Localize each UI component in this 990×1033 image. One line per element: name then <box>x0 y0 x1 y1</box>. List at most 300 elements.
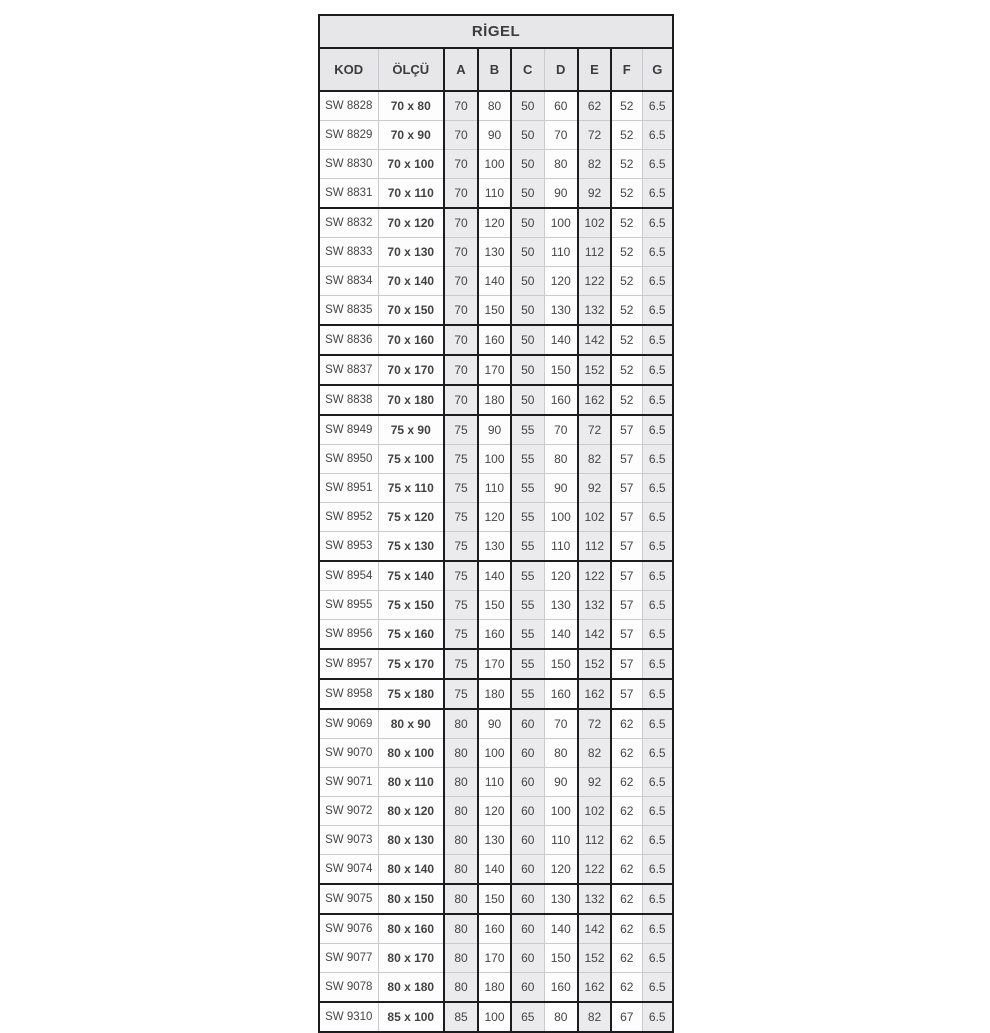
dim-b-cell: 130 <box>478 532 511 562</box>
dim-e-cell: 122 <box>578 267 611 296</box>
dim-e-cell: 162 <box>578 973 611 1003</box>
dim-e-cell: 82 <box>578 150 611 179</box>
dim-b-cell: 130 <box>478 826 511 855</box>
dim-g-cell: 6.5 <box>642 797 673 826</box>
dim-b-cell: 100 <box>478 739 511 768</box>
dim-f-cell: 62 <box>611 855 642 885</box>
dim-f-cell: 57 <box>611 532 642 562</box>
olcu-cell: 75 x 180 <box>378 679 444 709</box>
dim-f-cell: 52 <box>611 91 642 121</box>
dim-c-cell: 55 <box>511 532 544 562</box>
kod-cell: SW 8828 <box>319 91 378 121</box>
olcu-cell: 80 x 170 <box>378 944 444 973</box>
dim-b-cell: 80 <box>478 91 511 121</box>
dim-a-cell: 75 <box>444 503 478 532</box>
dim-c-cell: 50 <box>511 208 544 238</box>
kod-cell: SW 8831 <box>319 179 378 209</box>
dim-d-cell: 150 <box>544 649 578 679</box>
kod-cell: SW 8956 <box>319 620 378 650</box>
dim-c-cell: 60 <box>511 884 544 914</box>
kod-cell: SW 9072 <box>319 797 378 826</box>
dim-b-cell: 150 <box>478 296 511 326</box>
dim-a-cell: 70 <box>444 267 478 296</box>
dim-g-cell: 6.5 <box>642 296 673 326</box>
olcu-cell: 80 x 130 <box>378 826 444 855</box>
dim-b-cell: 90 <box>478 121 511 150</box>
kod-cell: SW 8836 <box>319 325 378 355</box>
dim-e-cell: 152 <box>578 944 611 973</box>
dim-c-cell: 50 <box>511 179 544 209</box>
dim-f-cell: 52 <box>611 325 642 355</box>
dim-g-cell: 6.5 <box>642 385 673 415</box>
dim-f-cell: 62 <box>611 973 642 1003</box>
dim-b-cell: 120 <box>478 797 511 826</box>
dim-b-cell: 170 <box>478 944 511 973</box>
dim-a-cell: 80 <box>444 768 478 797</box>
dim-b-cell: 160 <box>478 914 511 944</box>
kod-cell: SW 8954 <box>319 561 378 591</box>
dim-b-cell: 110 <box>478 179 511 209</box>
kod-cell: SW 9078 <box>319 973 378 1003</box>
dim-a-cell: 80 <box>444 739 478 768</box>
dim-a-cell: 75 <box>444 591 478 620</box>
dim-a-cell: 80 <box>444 884 478 914</box>
dim-g-cell: 6.5 <box>642 620 673 650</box>
dim-g-cell: 6.5 <box>642 355 673 385</box>
table-row <box>319 503 673 532</box>
dim-e-cell: 162 <box>578 679 611 709</box>
dim-f-cell: 57 <box>611 561 642 591</box>
dim-b-cell: 160 <box>478 620 511 650</box>
olcu-cell: 70 x 160 <box>378 325 444 355</box>
kod-cell: SW 9070 <box>319 739 378 768</box>
table-row <box>319 296 673 326</box>
olcu-cell: 70 x 100 <box>378 150 444 179</box>
dim-g-cell: 6.5 <box>642 445 673 474</box>
kod-cell: SW 9077 <box>319 944 378 973</box>
dim-e-cell: 72 <box>578 415 611 445</box>
dim-e-cell: 112 <box>578 238 611 267</box>
dim-b-cell: 100 <box>478 1002 511 1032</box>
kod-cell: SW 8832 <box>319 208 378 238</box>
dim-c-cell: 50 <box>511 355 544 385</box>
kod-cell: SW 9069 <box>319 709 378 739</box>
col-header-olcu: ÖLÇÜ <box>378 48 444 91</box>
table-row <box>319 914 673 944</box>
olcu-cell: 80 x 180 <box>378 973 444 1003</box>
col-header-f: F <box>611 48 642 91</box>
kod-cell: SW 8957 <box>319 649 378 679</box>
dim-c-cell: 55 <box>511 620 544 650</box>
olcu-cell: 80 x 120 <box>378 797 444 826</box>
dim-f-cell: 62 <box>611 944 642 973</box>
olcu-cell: 70 x 180 <box>378 385 444 415</box>
table-row <box>319 267 673 296</box>
dim-b-cell: 120 <box>478 208 511 238</box>
table-row <box>319 445 673 474</box>
dim-a-cell: 70 <box>444 121 478 150</box>
dim-a-cell: 70 <box>444 325 478 355</box>
olcu-cell: 80 x 100 <box>378 739 444 768</box>
dim-f-cell: 62 <box>611 797 642 826</box>
olcu-cell: 75 x 110 <box>378 474 444 503</box>
dim-e-cell: 142 <box>578 914 611 944</box>
table-row <box>319 415 673 445</box>
dim-a-cell: 75 <box>444 649 478 679</box>
dim-d-cell: 120 <box>544 561 578 591</box>
dim-e-cell: 92 <box>578 179 611 209</box>
dim-c-cell: 60 <box>511 973 544 1003</box>
dim-f-cell: 52 <box>611 150 642 179</box>
dim-c-cell: 60 <box>511 914 544 944</box>
dim-f-cell: 57 <box>611 649 642 679</box>
dim-g-cell: 6.5 <box>642 503 673 532</box>
kod-cell: SW 8833 <box>319 238 378 267</box>
dim-d-cell: 140 <box>544 620 578 650</box>
dim-f-cell: 57 <box>611 679 642 709</box>
dim-a-cell: 70 <box>444 208 478 238</box>
table-row <box>319 121 673 150</box>
dim-b-cell: 180 <box>478 679 511 709</box>
olcu-cell: 80 x 140 <box>378 855 444 885</box>
dim-d-cell: 160 <box>544 385 578 415</box>
dim-e-cell: 142 <box>578 325 611 355</box>
dim-b-cell: 150 <box>478 884 511 914</box>
dim-a-cell: 70 <box>444 296 478 326</box>
dim-c-cell: 55 <box>511 679 544 709</box>
kod-cell: SW 9074 <box>319 855 378 885</box>
dim-a-cell: 75 <box>444 620 478 650</box>
dim-b-cell: 120 <box>478 503 511 532</box>
dim-c-cell: 55 <box>511 445 544 474</box>
dim-g-cell: 6.5 <box>642 238 673 267</box>
dim-b-cell: 180 <box>478 385 511 415</box>
dim-b-cell: 100 <box>478 445 511 474</box>
olcu-cell: 75 x 130 <box>378 532 444 562</box>
dim-d-cell: 80 <box>544 739 578 768</box>
dim-b-cell: 90 <box>478 709 511 739</box>
dim-c-cell: 55 <box>511 561 544 591</box>
dim-g-cell: 6.5 <box>642 944 673 973</box>
dim-f-cell: 52 <box>611 179 642 209</box>
dim-d-cell: 70 <box>544 121 578 150</box>
dim-a-cell: 75 <box>444 474 478 503</box>
dim-a-cell: 70 <box>444 91 478 121</box>
dim-d-cell: 130 <box>544 296 578 326</box>
dim-d-cell: 130 <box>544 591 578 620</box>
dim-d-cell: 90 <box>544 474 578 503</box>
dim-g-cell: 6.5 <box>642 91 673 121</box>
kod-cell: SW 8835 <box>319 296 378 326</box>
olcu-cell: 75 x 120 <box>378 503 444 532</box>
kod-cell: SW 8953 <box>319 532 378 562</box>
dim-d-cell: 60 <box>544 91 578 121</box>
table-body <box>319 91 673 1032</box>
dim-a-cell: 75 <box>444 561 478 591</box>
dim-b-cell: 150 <box>478 591 511 620</box>
col-header-b: B <box>478 48 511 91</box>
table-row <box>319 739 673 768</box>
dim-a-cell: 70 <box>444 150 478 179</box>
kod-cell: SW 9310 <box>319 1002 378 1032</box>
olcu-cell: 75 x 140 <box>378 561 444 591</box>
kod-cell: SW 8829 <box>319 121 378 150</box>
olcu-cell: 70 x 140 <box>378 267 444 296</box>
olcu-cell: 70 x 170 <box>378 355 444 385</box>
kod-cell: SW 8952 <box>319 503 378 532</box>
dim-e-cell: 152 <box>578 649 611 679</box>
olcu-cell: 70 x 120 <box>378 208 444 238</box>
dim-e-cell: 112 <box>578 532 611 562</box>
olcu-cell: 70 x 130 <box>378 238 444 267</box>
kod-cell: SW 8958 <box>319 679 378 709</box>
table-row <box>319 385 673 415</box>
table-row <box>319 620 673 650</box>
table-row <box>319 355 673 385</box>
dim-g-cell: 6.5 <box>642 914 673 944</box>
dim-d-cell: 80 <box>544 150 578 179</box>
olcu-cell: 70 x 90 <box>378 121 444 150</box>
dim-b-cell: 90 <box>478 415 511 445</box>
dim-e-cell: 122 <box>578 855 611 885</box>
dim-f-cell: 52 <box>611 296 642 326</box>
dim-c-cell: 65 <box>511 1002 544 1032</box>
dim-a-cell: 80 <box>444 914 478 944</box>
dim-e-cell: 112 <box>578 826 611 855</box>
dim-e-cell: 132 <box>578 296 611 326</box>
table-header-row <box>319 48 673 91</box>
dim-f-cell: 62 <box>611 709 642 739</box>
rigel-spec-table <box>318 14 674 1033</box>
dim-c-cell: 60 <box>511 797 544 826</box>
dim-d-cell: 110 <box>544 238 578 267</box>
dim-g-cell: 6.5 <box>642 679 673 709</box>
olcu-cell: 70 x 150 <box>378 296 444 326</box>
dim-a-cell: 80 <box>444 826 478 855</box>
kod-cell: SW 8950 <box>319 445 378 474</box>
dim-b-cell: 140 <box>478 267 511 296</box>
dim-g-cell: 6.5 <box>642 208 673 238</box>
dim-c-cell: 50 <box>511 296 544 326</box>
dim-e-cell: 142 <box>578 620 611 650</box>
dim-f-cell: 57 <box>611 503 642 532</box>
olcu-cell: 70 x 110 <box>378 179 444 209</box>
dim-c-cell: 55 <box>511 591 544 620</box>
table-row <box>319 532 673 562</box>
dim-d-cell: 100 <box>544 208 578 238</box>
dim-c-cell: 60 <box>511 739 544 768</box>
dim-d-cell: 70 <box>544 709 578 739</box>
dim-c-cell: 50 <box>511 238 544 267</box>
olcu-cell: 80 x 160 <box>378 914 444 944</box>
dim-d-cell: 140 <box>544 325 578 355</box>
kod-cell: SW 8837 <box>319 355 378 385</box>
dim-e-cell: 92 <box>578 474 611 503</box>
dim-c-cell: 50 <box>511 385 544 415</box>
dim-g-cell: 6.5 <box>642 739 673 768</box>
dim-a-cell: 75 <box>444 415 478 445</box>
olcu-cell: 75 x 160 <box>378 620 444 650</box>
olcu-cell: 80 x 90 <box>378 709 444 739</box>
dim-f-cell: 62 <box>611 914 642 944</box>
dim-e-cell: 62 <box>578 91 611 121</box>
dim-f-cell: 57 <box>611 445 642 474</box>
col-header-g: G <box>642 48 673 91</box>
dim-a-cell: 75 <box>444 679 478 709</box>
dim-b-cell: 180 <box>478 973 511 1003</box>
table-row <box>319 208 673 238</box>
dim-f-cell: 57 <box>611 591 642 620</box>
kod-cell: SW 9075 <box>319 884 378 914</box>
dim-a-cell: 75 <box>444 445 478 474</box>
dim-c-cell: 55 <box>511 503 544 532</box>
dim-f-cell: 62 <box>611 826 642 855</box>
dim-d-cell: 130 <box>544 884 578 914</box>
dim-e-cell: 102 <box>578 503 611 532</box>
dim-f-cell: 52 <box>611 208 642 238</box>
dim-b-cell: 110 <box>478 474 511 503</box>
dim-e-cell: 162 <box>578 385 611 415</box>
olcu-cell: 85 x 100 <box>378 1002 444 1032</box>
dim-c-cell: 50 <box>511 325 544 355</box>
dim-b-cell: 130 <box>478 238 511 267</box>
dim-c-cell: 60 <box>511 709 544 739</box>
dim-b-cell: 140 <box>478 561 511 591</box>
dim-d-cell: 90 <box>544 179 578 209</box>
table-row <box>319 325 673 355</box>
table-row <box>319 649 673 679</box>
dim-f-cell: 52 <box>611 238 642 267</box>
kod-cell: SW 8951 <box>319 474 378 503</box>
dim-b-cell: 170 <box>478 355 511 385</box>
dim-d-cell: 100 <box>544 797 578 826</box>
table-row <box>319 679 673 709</box>
dim-a-cell: 80 <box>444 797 478 826</box>
kod-cell: SW 8955 <box>319 591 378 620</box>
dim-d-cell: 90 <box>544 768 578 797</box>
dim-g-cell: 6.5 <box>642 649 673 679</box>
table-row <box>319 591 673 620</box>
dim-a-cell: 80 <box>444 709 478 739</box>
dim-c-cell: 60 <box>511 768 544 797</box>
dim-c-cell: 55 <box>511 474 544 503</box>
dim-f-cell: 52 <box>611 355 642 385</box>
kod-cell: SW 9076 <box>319 914 378 944</box>
dim-f-cell: 52 <box>611 385 642 415</box>
dim-f-cell: 52 <box>611 267 642 296</box>
kod-cell: SW 8834 <box>319 267 378 296</box>
dim-d-cell: 150 <box>544 944 578 973</box>
dim-c-cell: 60 <box>511 944 544 973</box>
dim-d-cell: 140 <box>544 914 578 944</box>
col-header-e: E <box>578 48 611 91</box>
kod-cell: SW 8838 <box>319 385 378 415</box>
dim-d-cell: 120 <box>544 855 578 885</box>
dim-e-cell: 82 <box>578 445 611 474</box>
dim-g-cell: 6.5 <box>642 826 673 855</box>
dim-d-cell: 160 <box>544 973 578 1003</box>
dim-f-cell: 52 <box>611 121 642 150</box>
dim-d-cell: 80 <box>544 1002 578 1032</box>
dim-e-cell: 132 <box>578 884 611 914</box>
dim-g-cell: 6.5 <box>642 591 673 620</box>
dim-f-cell: 57 <box>611 620 642 650</box>
dim-g-cell: 6.5 <box>642 150 673 179</box>
dim-d-cell: 150 <box>544 355 578 385</box>
dim-f-cell: 67 <box>611 1002 642 1032</box>
dim-c-cell: 55 <box>511 415 544 445</box>
dim-g-cell: 6.5 <box>642 121 673 150</box>
dim-d-cell: 160 <box>544 679 578 709</box>
dim-d-cell: 100 <box>544 503 578 532</box>
olcu-cell: 75 x 150 <box>378 591 444 620</box>
dim-g-cell: 6.5 <box>642 855 673 885</box>
dim-e-cell: 72 <box>578 709 611 739</box>
dim-b-cell: 170 <box>478 649 511 679</box>
dim-f-cell: 57 <box>611 415 642 445</box>
col-header-kod: KOD <box>319 48 378 91</box>
dim-b-cell: 140 <box>478 855 511 885</box>
table-row <box>319 973 673 1003</box>
dim-c-cell: 60 <box>511 855 544 885</box>
dim-a-cell: 70 <box>444 355 478 385</box>
dim-b-cell: 100 <box>478 150 511 179</box>
dim-d-cell: 110 <box>544 826 578 855</box>
dim-g-cell: 6.5 <box>642 884 673 914</box>
dim-f-cell: 62 <box>611 768 642 797</box>
dim-d-cell: 80 <box>544 445 578 474</box>
dim-g-cell: 6.5 <box>642 325 673 355</box>
kod-cell: SW 8949 <box>319 415 378 445</box>
table-row <box>319 709 673 739</box>
dim-c-cell: 60 <box>511 826 544 855</box>
dim-a-cell: 80 <box>444 944 478 973</box>
dim-e-cell: 152 <box>578 355 611 385</box>
dim-e-cell: 92 <box>578 768 611 797</box>
table-row <box>319 884 673 914</box>
dim-g-cell: 6.5 <box>642 709 673 739</box>
dim-e-cell: 132 <box>578 591 611 620</box>
dim-f-cell: 62 <box>611 884 642 914</box>
dim-f-cell: 57 <box>611 474 642 503</box>
kod-cell: SW 9073 <box>319 826 378 855</box>
table-row <box>319 238 673 267</box>
dim-d-cell: 120 <box>544 267 578 296</box>
dim-g-cell: 6.5 <box>642 474 673 503</box>
dim-a-cell: 75 <box>444 532 478 562</box>
dim-a-cell: 80 <box>444 855 478 885</box>
dim-e-cell: 82 <box>578 739 611 768</box>
dim-b-cell: 160 <box>478 325 511 355</box>
table-row <box>319 855 673 885</box>
dim-g-cell: 6.5 <box>642 1002 673 1032</box>
dim-e-cell: 82 <box>578 1002 611 1032</box>
col-header-d: D <box>544 48 578 91</box>
table-row <box>319 768 673 797</box>
dim-a-cell: 70 <box>444 179 478 209</box>
table-title: RİGEL <box>319 15 673 48</box>
dim-e-cell: 102 <box>578 797 611 826</box>
dim-e-cell: 122 <box>578 561 611 591</box>
dim-g-cell: 6.5 <box>642 267 673 296</box>
table-row <box>319 150 673 179</box>
col-header-c: C <box>511 48 544 91</box>
table-row <box>319 826 673 855</box>
olcu-cell: 75 x 100 <box>378 445 444 474</box>
dim-e-cell: 72 <box>578 121 611 150</box>
dim-a-cell: 80 <box>444 973 478 1003</box>
dim-a-cell: 70 <box>444 385 478 415</box>
